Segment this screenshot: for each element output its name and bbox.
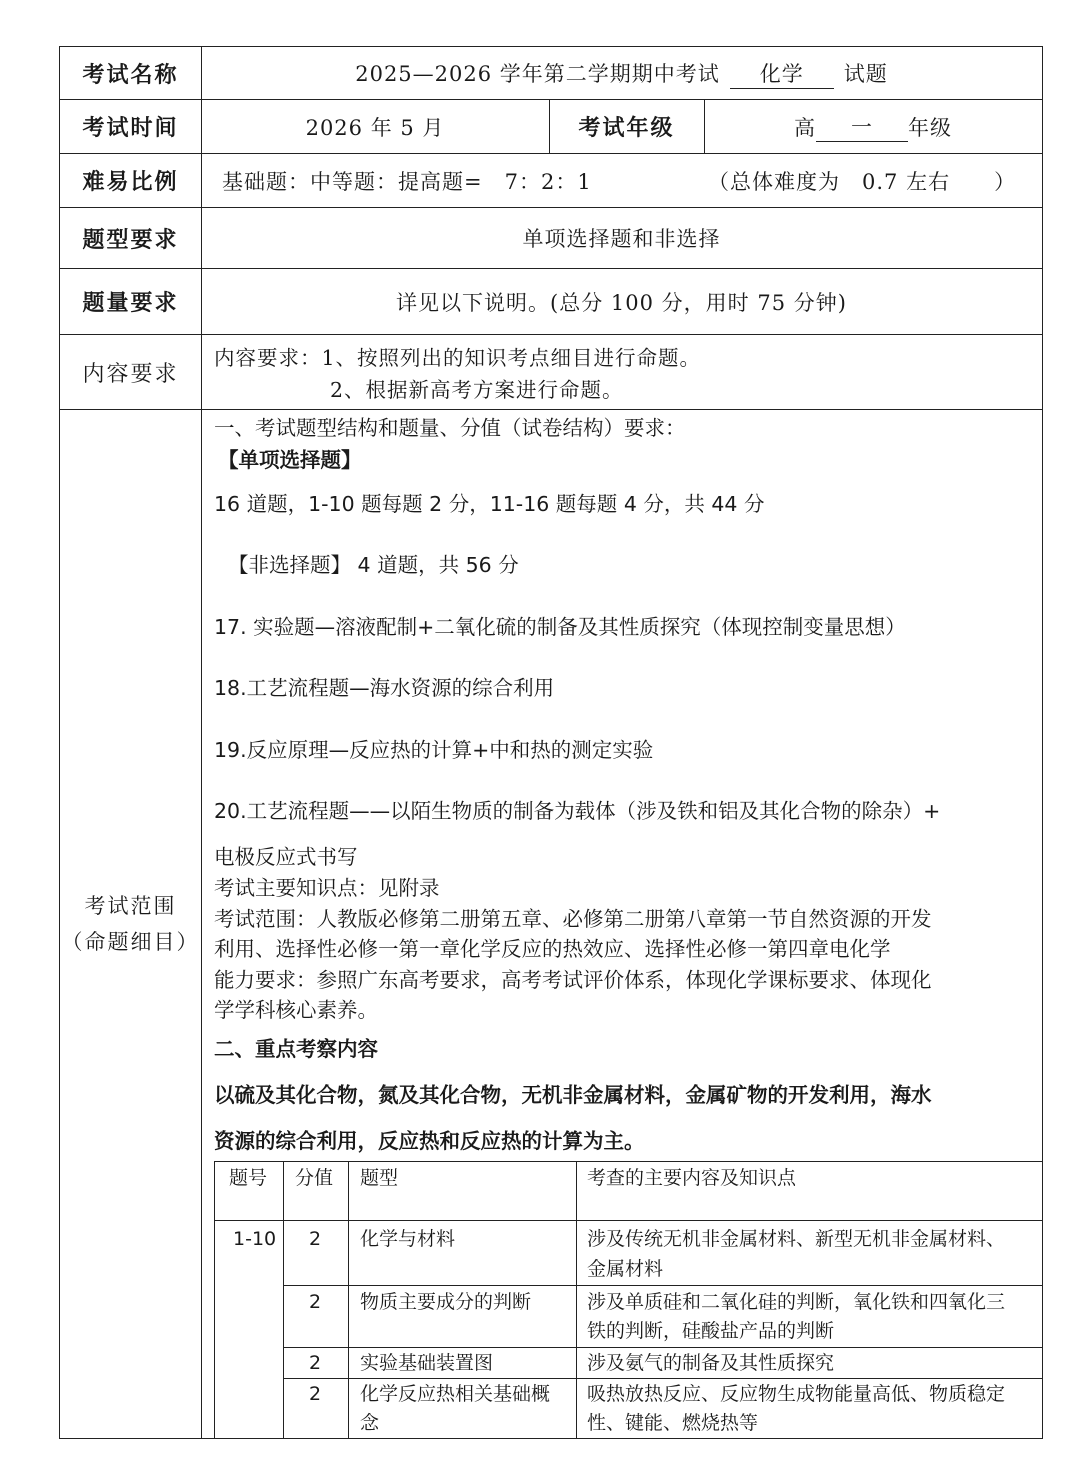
scope-line: 电极反应式书写 xyxy=(214,845,358,869)
scope-heading: 二、重点考察内容 xyxy=(214,1037,378,1061)
table-cell-score: 2 xyxy=(309,1228,322,1250)
table-cell-type: 实验基础装置图 xyxy=(360,1352,494,1374)
content-line-2: 2、根据新高考方案进行命题。 xyxy=(330,378,624,402)
table-header-content: 考查的主要内容及知识点 xyxy=(587,1167,797,1189)
grade-prefix: 高 xyxy=(794,115,816,140)
exam-time-label: 考试时间 xyxy=(82,115,179,141)
exam-name-label: 考试名称 xyxy=(82,61,179,88)
scope-line: 18.工艺流程题—海水资源的综合利用 xyxy=(214,676,555,700)
scope-line: 20.工艺流程题——以陌生物质的制备为载体（涉及铁和铝及其化合物的除杂）+ xyxy=(214,799,941,823)
scope-label-line-2: （命题细目） xyxy=(61,930,200,954)
scope-line: 一、考试题型结构和题量、分值（试卷结构）要求： xyxy=(214,416,686,440)
quantity-value: 详见以下说明。(总分 100 分，用时 75 分钟) xyxy=(396,290,847,315)
scope-line: 能力要求：参照广东高考要求，高考考试评价体系，体现化学课标要求、体现化 xyxy=(214,968,932,992)
scope-line: 【单项选择题】 xyxy=(218,448,362,472)
row-exam-name xyxy=(60,47,1042,100)
exam-subject: 化学 xyxy=(730,58,834,89)
scope-line: 利用、选择性必修一第一章化学反应的热效应、选择性必修一第四章电化学 xyxy=(214,937,891,961)
scope-line: 资源的综合利用，反应热和反应热的计算为主。 xyxy=(214,1129,645,1153)
table-cell-score: 2 xyxy=(309,1383,322,1405)
table-cell-content: 吸热放热反应、反应物生成物能量高低、物质稳定 xyxy=(587,1383,1006,1405)
table-cell-type: 化学反应热相关基础概 xyxy=(360,1383,551,1405)
exam-time-value: 2026 年 5 月 xyxy=(305,115,445,140)
table-cell-type: 物质主要成分的判断 xyxy=(360,1291,532,1313)
table-cell-no: 1-10 xyxy=(233,1228,277,1250)
scope-line: 考试范围：人教版必修第二册第五章、必修第二册第八章第一节自然资源的开发 xyxy=(214,907,932,931)
row-content xyxy=(60,335,1042,410)
row-difficulty xyxy=(60,154,1042,208)
scope-line: 学学科核心素养。 xyxy=(214,998,378,1022)
scope-section xyxy=(60,410,1042,1438)
content-line-1: 内容要求：1、按照列出的知识考点细目进行命题。 xyxy=(214,346,702,370)
exam-name-value xyxy=(201,47,1042,99)
grade-label: 考试年级 xyxy=(578,115,675,141)
content-label: 内容要求 xyxy=(82,361,179,387)
grade-suffix: 年级 xyxy=(908,115,952,140)
table-header-type: 题型 xyxy=(360,1167,399,1189)
knowledge-table xyxy=(214,1161,1042,1438)
row-question-type xyxy=(60,208,1042,269)
scope-line: 17. 实验题—溶液配制+二氧化硫的制备及其性质探究（体现控制变量思想） xyxy=(214,615,906,639)
scope-body xyxy=(201,410,1042,1438)
exam-name-suffix: 试题 xyxy=(843,62,888,86)
exam-spec-table xyxy=(59,46,1043,1439)
table-cell-content: 金属材料 xyxy=(587,1258,664,1280)
row-exam-time xyxy=(60,100,1042,154)
scope-line: 19.反应原理—反应热的计算+中和热的测定实验 xyxy=(214,738,654,762)
row-quantity xyxy=(60,269,1042,335)
table-cell-score: 2 xyxy=(309,1352,322,1374)
table-header-score: 分值 xyxy=(295,1167,334,1189)
scope-line: 以硫及其化合物，氮及其化合物，无机非金属材料，金属矿物的开发利用，海水 xyxy=(214,1083,932,1107)
scope-line: 【非选择题】 4 道题，共 56 分 xyxy=(228,553,519,577)
scope-label-line-1: 考试范围 xyxy=(84,894,177,918)
table-cell-content: 涉及氨气的制备及其性质探究 xyxy=(587,1352,835,1374)
question-type-label: 题型要求 xyxy=(82,226,179,253)
table-cell-type: 念 xyxy=(360,1412,380,1434)
table-cell-content: 涉及单质硅和二氧化硅的判断，氧化铁和四氧化三 xyxy=(587,1291,1006,1313)
quantity-label: 题量要求 xyxy=(82,290,179,316)
difficulty-label: 难易比例 xyxy=(82,169,179,195)
table-header-no: 题号 xyxy=(229,1167,268,1189)
grade-number: 一 xyxy=(816,111,908,142)
table-cell-content: 性、键能、燃烧热等 xyxy=(587,1412,759,1434)
question-type-value: 单项选择题和非选择 xyxy=(522,227,721,251)
exam-name-prefix: 2025—2026 学年第二学期期中考试 xyxy=(355,62,720,86)
scope-line: 16 道题，1-10 题每题 2 分，11-16 题每题 4 分，共 44 分 xyxy=(214,492,765,516)
scope-label xyxy=(60,410,201,1438)
table-cell-content: 涉及传统无机非金属材料、新型无机非金属材料、 xyxy=(587,1228,1006,1250)
scope-line: 考试主要知识点：见附录 xyxy=(214,876,440,900)
table-cell-type: 化学与材料 xyxy=(360,1228,456,1250)
grade-value xyxy=(704,100,1042,153)
table-cell-score: 2 xyxy=(309,1291,322,1313)
table-cell-content: 铁的判断，硅酸盐产品的判断 xyxy=(587,1320,835,1342)
difficulty-ratio: 基础题：中等题：提高题= 7：2：1 xyxy=(222,169,592,194)
difficulty-overall: （总体难度为 0.7 左右 ） xyxy=(708,169,1017,194)
